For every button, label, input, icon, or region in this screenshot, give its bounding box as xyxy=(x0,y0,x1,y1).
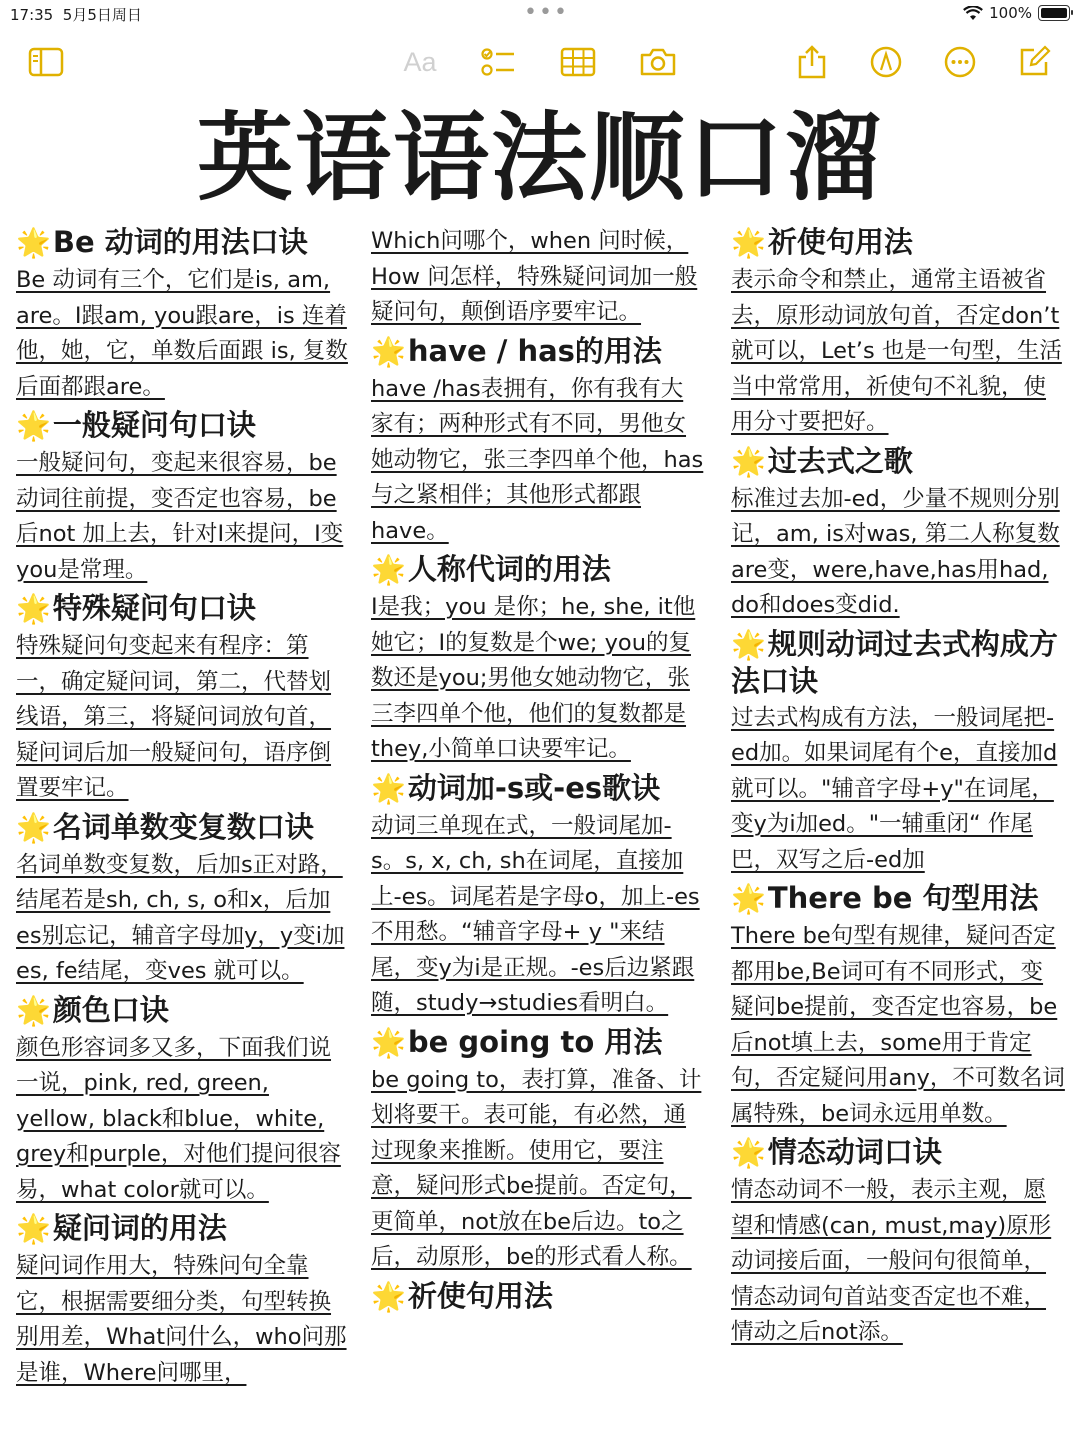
section-body[interactable]: Be 动词有三个，它们是is, am, are。I跟am, you跟are，is 连着他，她，它，单数后面跟 is, 复数后面都跟are。 xyxy=(16,267,348,400)
note-column-3 xyxy=(731,222,1065,1351)
share-icon[interactable] xyxy=(792,42,832,82)
section-heading: 🌟颜色口诀 xyxy=(16,992,169,1027)
section-body[interactable]: have /has表拥有，你有我有大家有；两种形式有不同，男他女她动物它，张三李四单个他，has与之紧相伴；其他形式都跟have。 xyxy=(371,375,704,544)
sparkle-star-icon: 🌟 xyxy=(371,1025,406,1059)
more-options-icon[interactable] xyxy=(940,42,980,82)
section-heading: 🌟一般疑问句口诀 xyxy=(16,408,256,442)
section-heading: 🌟人称代词的用法 xyxy=(371,552,611,586)
section-body[interactable]: 一般疑问句，变起来很容易，be 动词往前提，变否定也容易，be 后not 加上去，针对I来提问，I变 you是常理。 xyxy=(16,450,344,583)
sparkle-star-icon: 🌟 xyxy=(16,409,51,442)
section-body[interactable]: 情态动词不一般，表示主观，愿望和情感(can, must,may)原形动词接后面，一般问句很简单，情态动词句首站变否定也不难，情动之后not添。 xyxy=(731,1177,1052,1345)
status-indicators xyxy=(963,4,1070,22)
section-heading: 🌟动词加-s或-es歌诀 xyxy=(371,770,661,805)
sparkle-star-icon: 🌟 xyxy=(371,553,406,586)
section-body[interactable]: 特殊疑问句变起来有程序：第一，确定疑问词，第二，代替划线语，第三，将疑问词放句首，疑问词后加一般疑问句，语序倒置要牢记。 xyxy=(16,633,332,801)
table-icon[interactable] xyxy=(558,42,598,82)
section-heading: 🌟Be 动词的用法口诀 xyxy=(16,225,308,259)
sparkle-star-icon: 🌟 xyxy=(16,810,51,844)
section-body[interactable]: 标准过去加-ed，少量不规则分别记，am, is对was, 第二人称复数are变，were,have,has用had, do和does变did. xyxy=(731,485,1060,618)
note-title[interactable]: 英语语法顺口溜 xyxy=(197,102,883,214)
sparkle-star-icon: 🌟 xyxy=(371,771,406,805)
section-heading: 🌟过去式之歌 xyxy=(731,443,913,478)
section-body[interactable]: 颜色形容词多又多，下面我们说一说，pink, red, green, yellow, black和blue，white, grey和purple，对他们提问很容易，what color就可以。 xyxy=(16,1034,341,1203)
section-body[interactable]: 动词三单现在式，一般词尾加-s。s, x, ch, sh在词尾，直接加上-es。词尾若是字母o，加上-es不用愁。“辅音字母+ y "来结尾，变y为i是正规。-es后边紧跟随，study→studies看明白。 xyxy=(371,812,700,1016)
section-body[interactable]: Which问哪个，when 问时候，How 问怎样，特殊疑问词加一般疑问句，颠倒语序要牢记。 xyxy=(371,228,698,325)
section-body[interactable]: I是我；you 是你；he, she, it他她它；I的复数是个we; you的复数还是you;男他女她动物它，张三李四单个他，他们的复数都是they,小简单口诀要牢记。 xyxy=(371,594,696,762)
note-column-2 xyxy=(371,222,705,1317)
sparkle-star-icon: 🌟 xyxy=(16,226,51,259)
sparkle-star-icon: 🌟 xyxy=(731,627,766,661)
section-body[interactable]: There be句型有规律，疑问否定都用be,Be词可有不同形式，变疑问be提前，变否定也容易，be后not填上去，some用于肯定句，否定疑问用any，不可数名词属特殊，be词永远用单数。 xyxy=(731,923,1065,1127)
sparkle-star-icon: 🌟 xyxy=(731,226,766,259)
section-body[interactable]: 名词单数变复数，后加s正对路，结尾若是sh, ch, s, o和x，后加es别忘记，辅音字母加y，y变i加es, fe结尾，变ves 就可以。 xyxy=(16,851,345,984)
scroll-fade xyxy=(360,1420,720,1440)
status-bar xyxy=(0,0,1080,28)
format-button[interactable]: Aa xyxy=(403,46,437,77)
note-column-1 xyxy=(16,222,350,1391)
section-heading: 🌟There be 句型用法 xyxy=(731,881,1039,915)
section-heading: 🌟情态动词口诀 xyxy=(731,1135,942,1169)
section-body[interactable]: 过去式构成有方法，一般词尾把-ed加。如果词尾有个e，直接加d就可以。"辅音字母+y"在词尾，变y为i加ed。"一辅重闭“ 作尾巴，双写之后-ed加 xyxy=(731,704,1058,873)
section-heading: 🌟祈使句用法 xyxy=(371,1278,553,1313)
compose-note-icon[interactable] xyxy=(1014,42,1054,82)
sparkle-star-icon: 🌟 xyxy=(16,592,51,625)
sparkle-star-icon: 🌟 xyxy=(731,1136,766,1169)
section-heading: 🌟be going to 用法 xyxy=(371,1024,663,1059)
wifi-icon xyxy=(963,6,983,21)
section-heading: 🌟祈使句用法 xyxy=(731,225,913,259)
multitasking-dots-icon[interactable]: ••• xyxy=(524,0,569,25)
sidebar-toggle-icon[interactable] xyxy=(26,42,66,82)
sparkle-star-icon: 🌟 xyxy=(16,993,51,1027)
section-heading: 🌟have / has的用法 xyxy=(371,333,662,368)
status-time: 17:35 5月5日周日 xyxy=(10,6,142,24)
sparkle-star-icon: 🌟 xyxy=(371,334,406,368)
camera-icon[interactable] xyxy=(638,42,678,82)
sparkle-star-icon: 🌟 xyxy=(731,882,766,915)
section-body[interactable]: be going to，表打算，准备、计划将要干。表可能，有必然，通过现象来推断。使用它，要注意，疑问形式be提前。否定句，更简单，not放在be后边。to之后，动原形，be的形式看人称。 xyxy=(371,1066,702,1270)
section-heading: 🌟规则动词过去式构成方法口诀 xyxy=(731,626,1058,698)
section-heading: 🌟疑问词的用法 xyxy=(16,1211,227,1245)
sparkle-star-icon: 🌟 xyxy=(731,444,766,478)
section-heading: 🌟名词单数变复数口诀 xyxy=(16,809,314,844)
battery-percent: 100% xyxy=(989,4,1032,22)
battery-icon xyxy=(1038,5,1070,21)
sparkle-star-icon: 🌟 xyxy=(371,1279,406,1313)
notes-toolbar xyxy=(0,36,1080,86)
markup-icon[interactable] xyxy=(866,42,906,82)
section-body[interactable]: 表示命令和禁止，通常主语被省去，原形动词放句首，否定don’t就可以，Let’s 也是一句型，生活当中常常用，祈使句不礼貌，使用分寸要把好。 xyxy=(731,267,1062,435)
section-heading: 🌟特殊疑问句口诀 xyxy=(16,591,256,625)
sparkle-star-icon: 🌟 xyxy=(16,1212,51,1245)
checklist-icon[interactable] xyxy=(478,42,518,82)
section-body[interactable]: 疑问词作用大，特殊问句全靠它，根据需要细分类，句型转换别用差，What问什么，who问那是谁，Where问哪里， xyxy=(16,1253,347,1386)
